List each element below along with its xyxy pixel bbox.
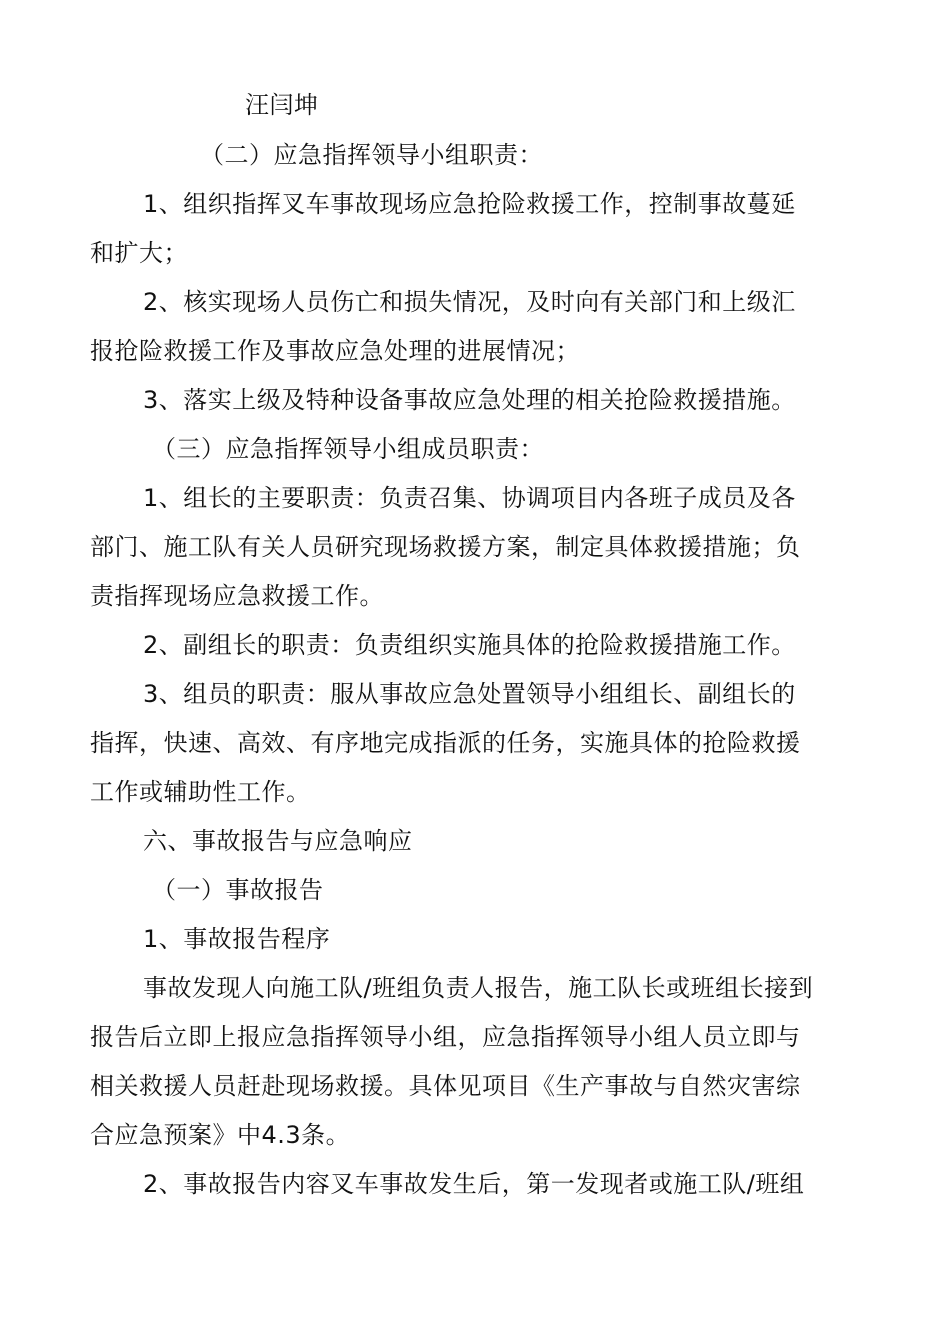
paragraph-line: 2、核实现场人员伤亡和损失情况，及时向有关部门和上级汇 [143, 288, 796, 316]
paragraph-line: 1、组长的主要职责：负责召集、协调项目内各班子成员及各 [143, 484, 796, 512]
paragraph-line: 报告后立即上报应急指挥领导小组，应急指挥领导小组人员立即与 [90, 1023, 801, 1051]
subsection-heading: 1、事故报告程序 [143, 925, 331, 953]
paragraph-line: 工作或辅助性工作。 [90, 778, 311, 806]
paragraph-line: 3、落实上级及特种设备事故应急处理的相关抢险救援措施。 [143, 386, 796, 414]
paragraph-line: 2、事故报告内容叉车事故发生后，第一发现者或施工队/班组 [143, 1170, 805, 1198]
paragraph-line: 1、组织指挥叉车事故现场应急抢险救援工作，控制事故蔓延 [143, 190, 796, 218]
section-heading-3: （三）应急指挥领导小组成员职责： [152, 435, 544, 463]
paragraph-line: 报抢险救援工作及事故应急处理的进展情况； [90, 337, 580, 365]
paragraph-line: 事故发现人向施工队/班组负责人报告，施工队长或班组长接到 [143, 974, 814, 1002]
paragraph-line: 责指挥现场应急救援工作。 [90, 582, 384, 610]
paragraph-line: 2、副组长的职责：负责组织实施具体的抢险救援措施工作。 [143, 631, 796, 659]
section-heading-1: （一）事故报告 [152, 876, 324, 904]
paragraph-line: 3、组员的职责：服从事故应急处置领导小组组长、副组长的 [143, 680, 796, 708]
chapter-heading-6: 六、事故报告与应急响应 [143, 827, 413, 855]
paragraph-line: 合应急预案》中4.3条。 [90, 1121, 351, 1149]
paragraph-line: 部门、施工队有关人员研究现场救援方案，制定具体救援措施；负 [90, 533, 801, 561]
section-heading-2: （二）应急指挥领导小组职责： [200, 141, 543, 169]
leader-name-line: 汪闫坤 [245, 91, 319, 119]
paragraph-line: 相关救援人员赶赴现场救援。具体见项目《生产事故与自然灾害综 [90, 1072, 801, 1100]
paragraph-line: 指挥，快速、高效、有序地完成指派的任务，实施具体的抢险救援 [90, 729, 801, 757]
paragraph-line: 和扩大； [90, 239, 188, 267]
